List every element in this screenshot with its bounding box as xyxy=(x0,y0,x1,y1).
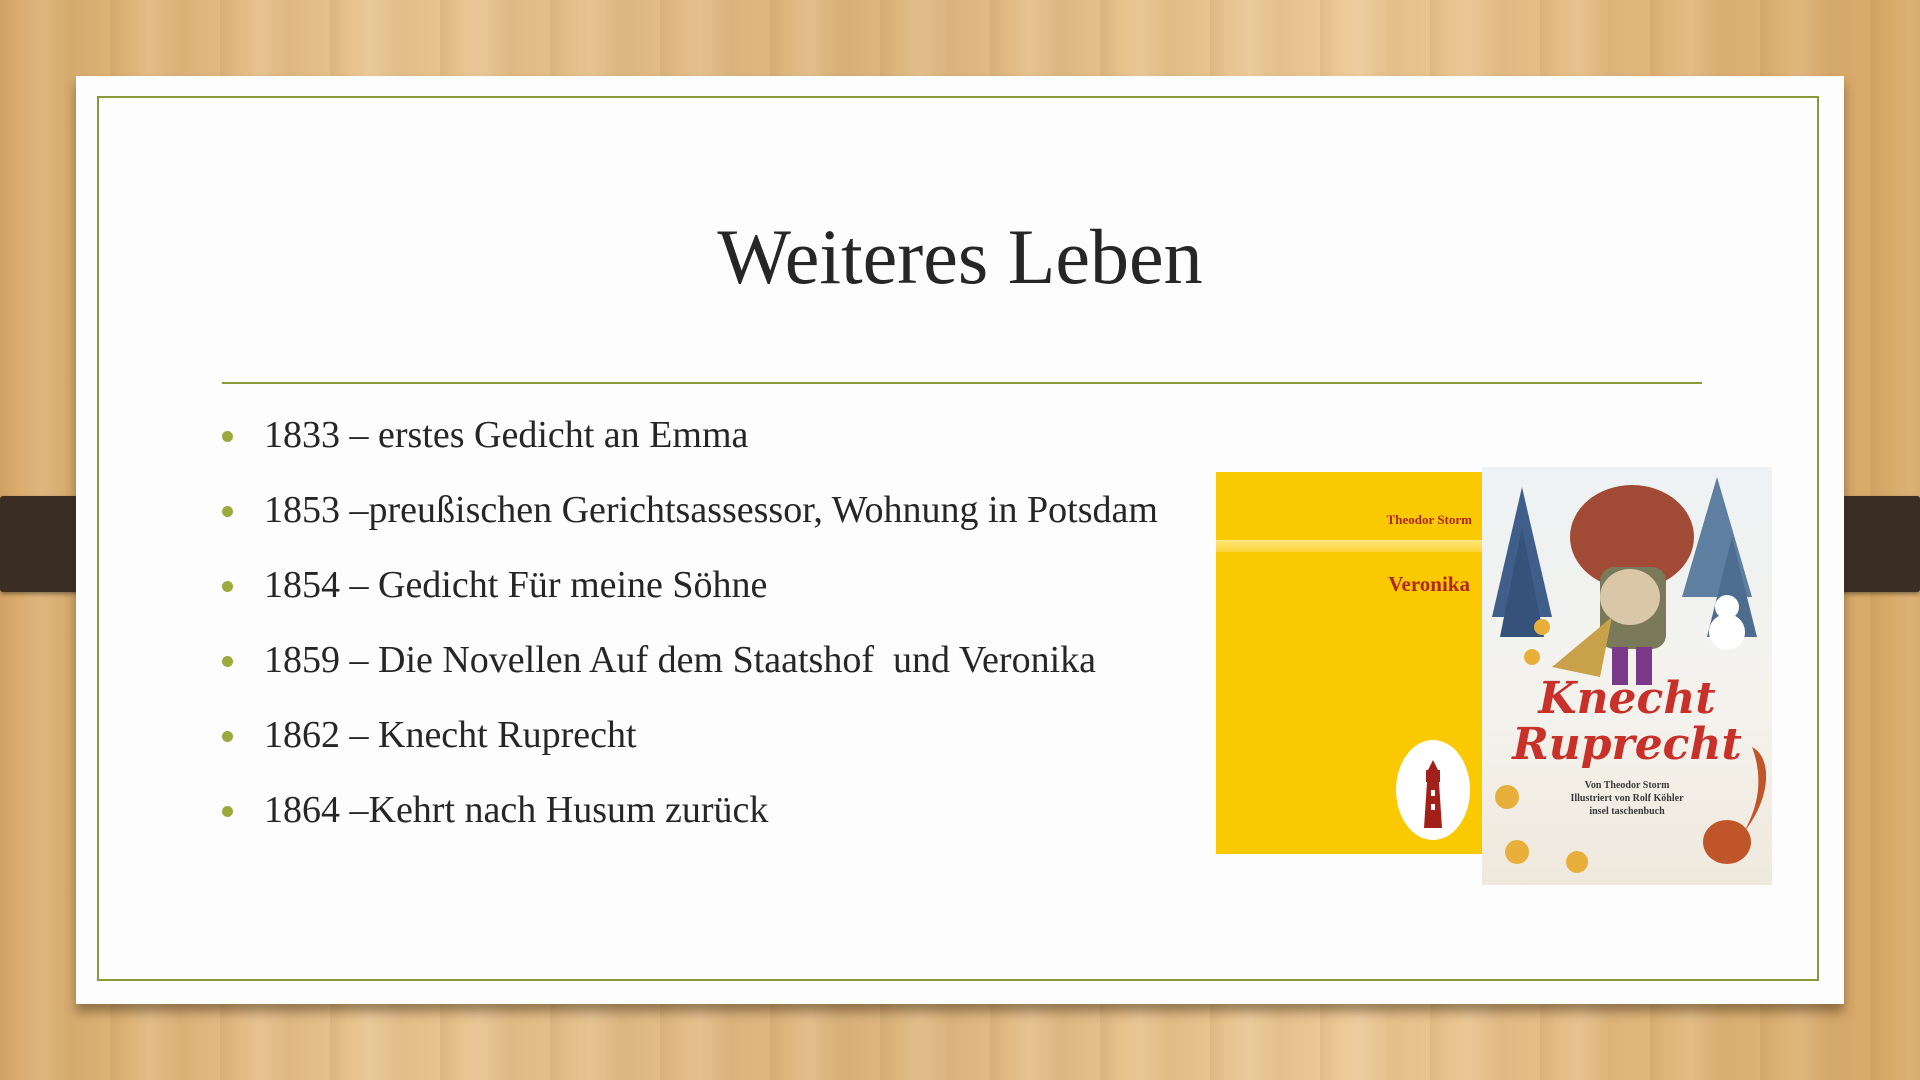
list-item xyxy=(222,708,1222,762)
bullet-text: 1859 – Die Novellen Auf dem Staatshof und Veronika xyxy=(264,639,1096,681)
book-author: Theodor Storm xyxy=(1386,512,1472,527)
list-item xyxy=(222,483,1204,537)
bullet-dot-icon xyxy=(222,506,233,517)
veronika-book-cover xyxy=(1216,472,1482,854)
book-subtitle xyxy=(1482,779,1772,818)
bullet-list xyxy=(222,408,1222,858)
bullet-dot-icon xyxy=(222,731,233,742)
cover-band xyxy=(1216,540,1482,552)
title-divider xyxy=(222,382,1702,384)
book-title-line2: Ruprecht xyxy=(1512,719,1742,770)
list-item xyxy=(222,783,1222,837)
list-item xyxy=(222,558,1222,612)
book-subtitle-line: insel taschenbuch xyxy=(1589,806,1665,817)
bullet-dot-icon xyxy=(222,656,233,667)
bullet-text: 1864 –Kehrt nach Husum zurück xyxy=(264,789,769,831)
bullet-text: 1862 – Knecht Ruprecht xyxy=(264,714,637,756)
bullet-dot-icon xyxy=(222,806,233,817)
bullet-text: 1853 –preußischen Gerichtsassessor, Wohnung in Potsdam xyxy=(264,489,1158,531)
list-item xyxy=(222,408,1222,462)
book-subtitle-line: Illustriert von Rolf Köhler xyxy=(1570,793,1684,804)
lighthouse-logo-icon xyxy=(1396,740,1470,840)
bullet-text: 1833 – erstes Gedicht an Emma xyxy=(264,414,749,456)
slide-title: Weiteres Leben xyxy=(717,213,1203,300)
knecht-ruprecht-book-cover xyxy=(1482,467,1772,885)
bullet-dot-icon xyxy=(222,581,233,592)
book-title: Veronika xyxy=(1388,572,1470,596)
book-title-line1: Knecht xyxy=(1538,673,1716,724)
book-subtitle-line: Von Theodor Storm xyxy=(1584,780,1670,791)
list-item xyxy=(222,633,1222,687)
bullet-text: 1854 – Gedicht Für meine Söhne xyxy=(264,564,768,606)
bullet-dot-icon xyxy=(222,431,233,442)
